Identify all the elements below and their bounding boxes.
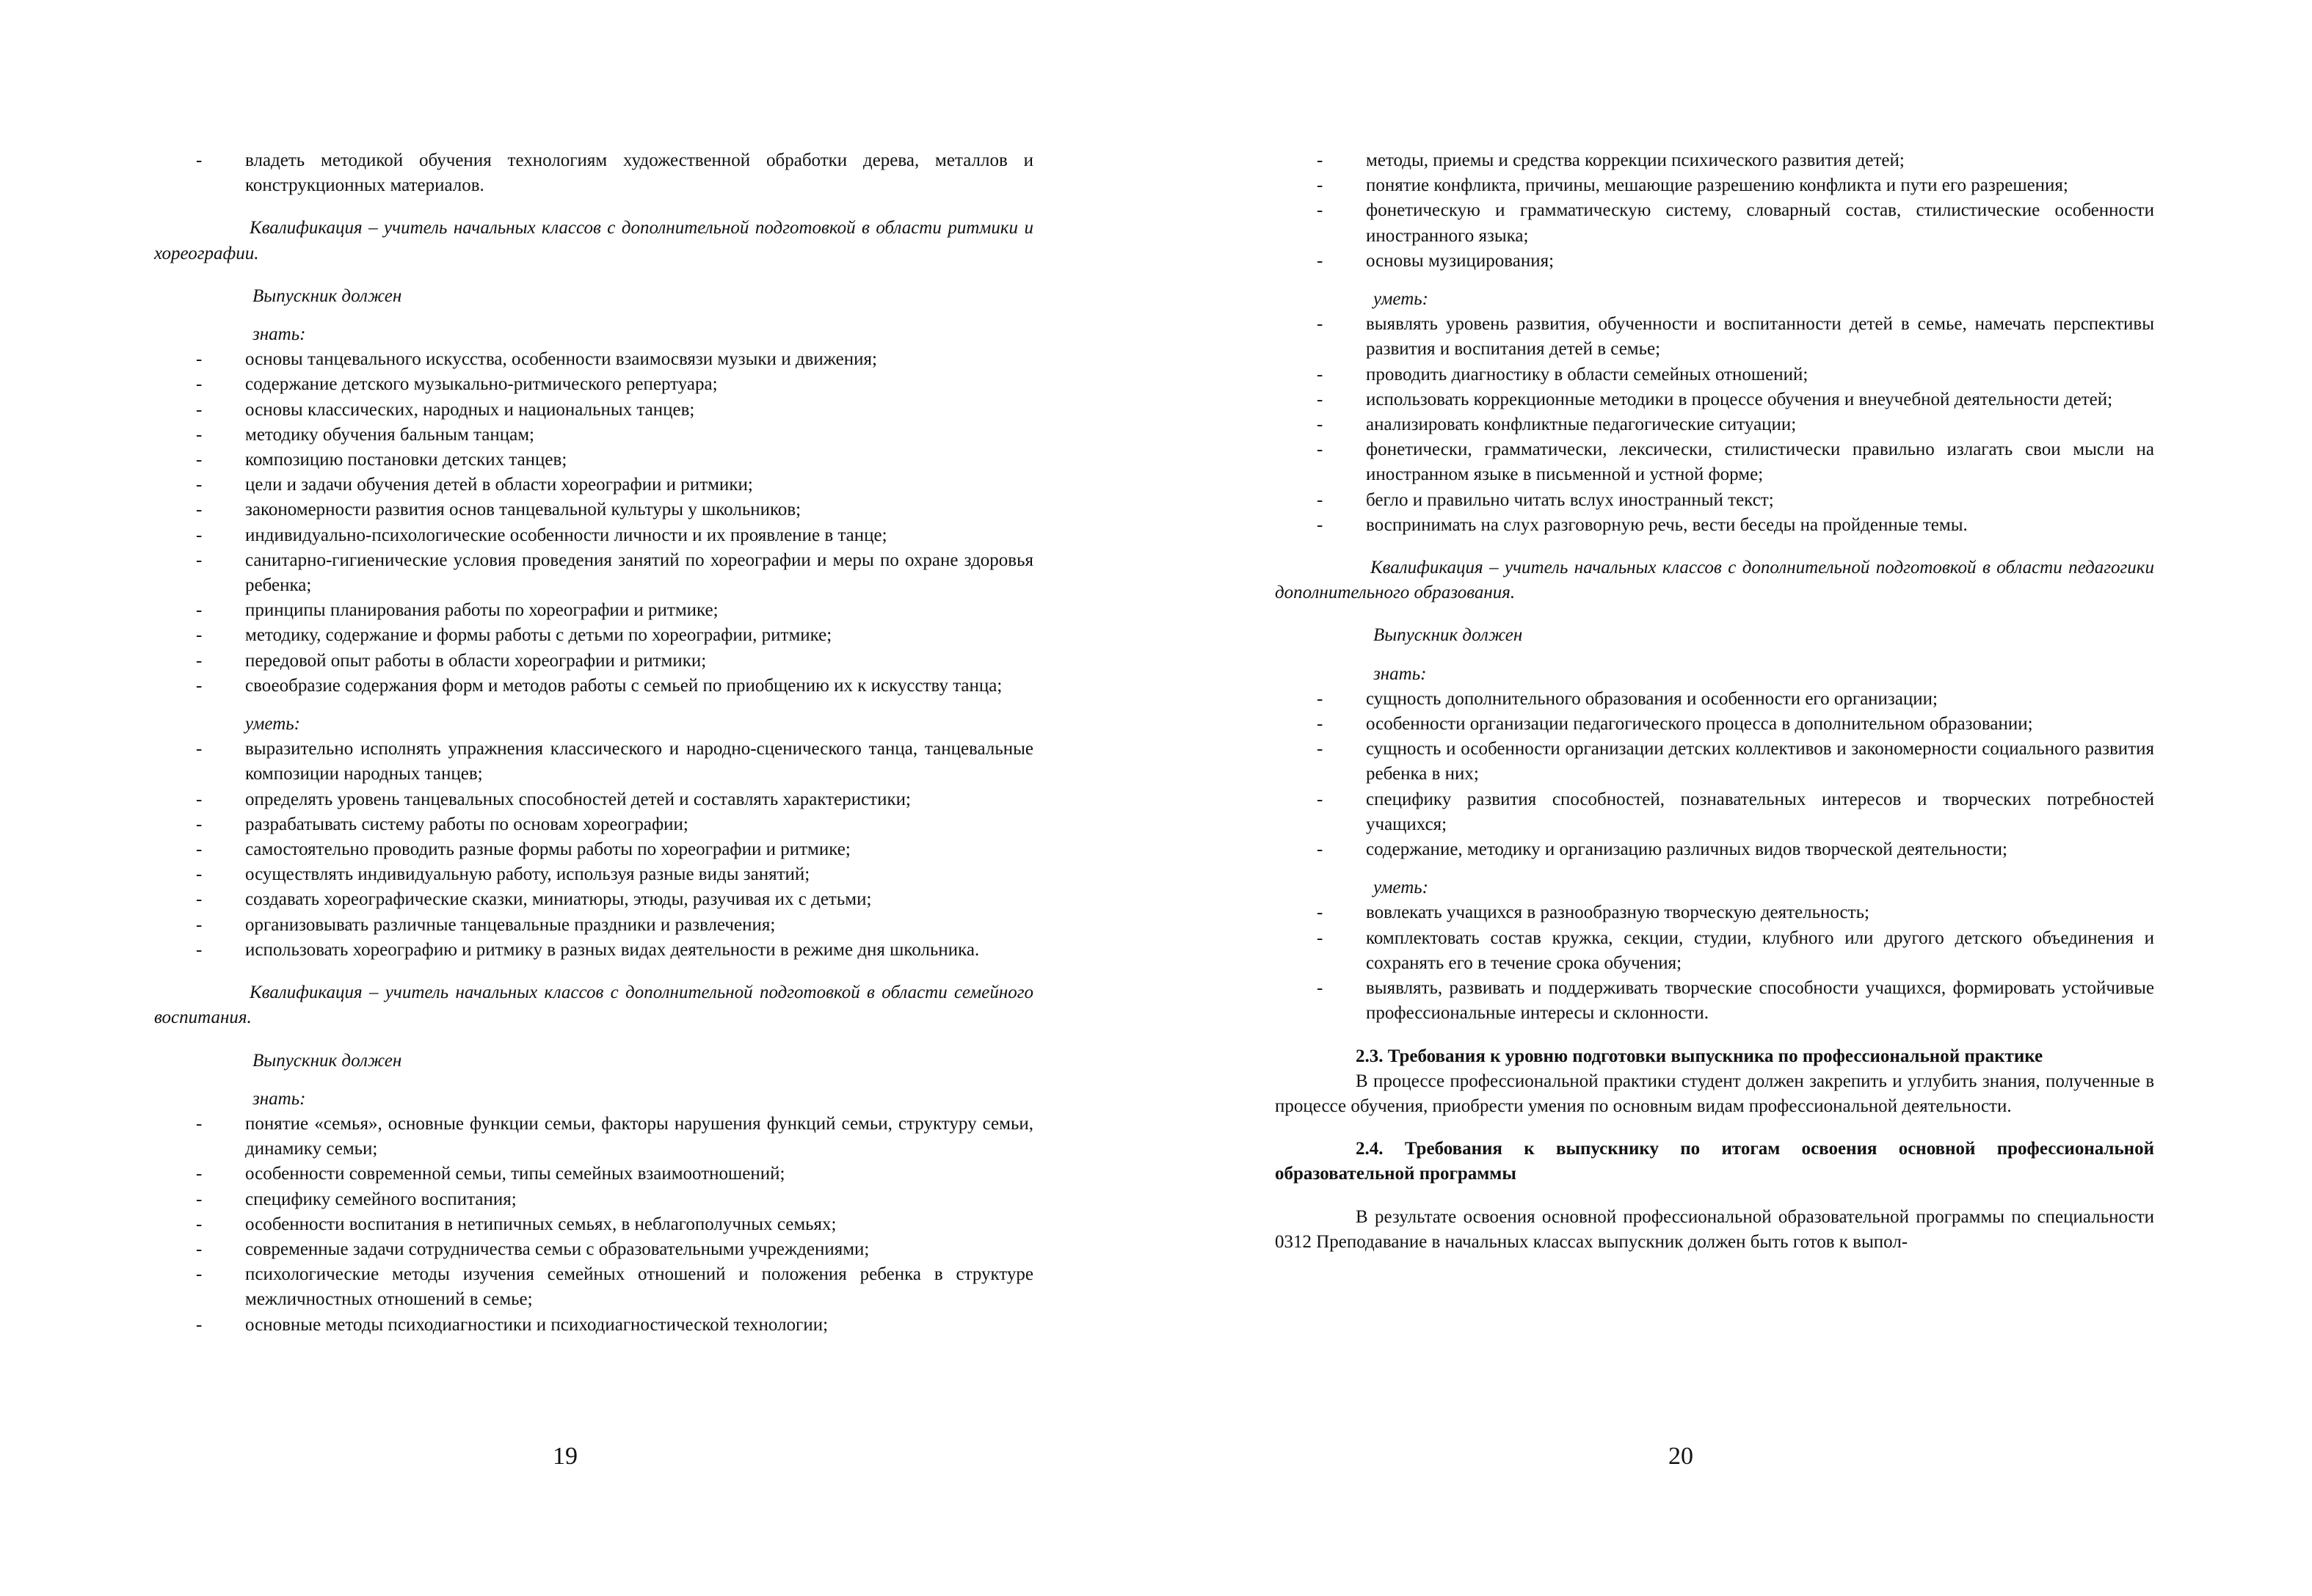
addl-graduate-label: Выпускник должен	[1373, 625, 1523, 646]
list-item: - методы, приемы и средства коррекции психического развития детей;	[1275, 148, 2154, 173]
list-item: - передовой опыт работы в области хореографии и ритмики;	[154, 649, 1033, 674]
section-2-4-heading: 2.4. Требования к выпускнику по итогам освоения основной профессиональной образовательной программы	[1275, 1139, 2154, 1184]
right-page	[1275, 148, 2154, 1255]
list-item: - разрабатывать систему работы по основам хореографии;	[154, 812, 1033, 837]
list-item: - содержание детского музыкально-ритмического репертуара;	[154, 372, 1033, 397]
list-item: - выразительно исполнять упражнения классического и народно-сценического танца, танцевальные композиции народных танцев;	[154, 737, 1033, 787]
list-item: - понятие «семья», основные функции семьи, факторы нарушения функций семьи, структуру семьи, динамику семьи;	[154, 1112, 1033, 1162]
list-item: - композицию постановки детских танцев;	[154, 448, 1033, 473]
section-2-3-text: В процессе профессиональной практики студент должен закрепить и углубить знания, полученные в процессе обучения, приобрести умения по основным видам профессиональной деятельности.	[1275, 1071, 2154, 1116]
list-item: - методику обучения бальным танцам;	[154, 423, 1033, 448]
section-2-4-text: В результате освоения основной профессиональной образовательной программы по специальности 0312 Преподавание в начальных классах выпускник должен быть готов к выпол-	[1275, 1206, 2154, 1252]
addl-know-label: знать:	[1373, 663, 1427, 684]
choreo-know-list	[154, 347, 1033, 699]
family-can-list	[1275, 312, 2154, 538]
section-2-3-heading: 2.3. Требования к уровню подготовки выпускника по профессиональной практике	[1356, 1046, 2043, 1066]
list-item: - основы классических, народных и национальных танцев;	[154, 398, 1033, 423]
list-item: - сущность и особенности организации детских коллективов и закономерности социального развития ребенка в них;	[1275, 737, 2154, 787]
list-item: - проводить диагностику в области семейных отношений;	[1275, 362, 2154, 387]
list-item: - использовать коррекционные методики в процессе обучения и внеучебной деятельности детей;	[1275, 387, 2154, 412]
choreo-can-list	[154, 737, 1033, 963]
list-item: - комплектовать состав кружка, секции, студии, клубного или другого детского объединения и сохранять его в течение срока обучения;	[1275, 926, 2154, 976]
list-item: - бегло и правильно читать вслух иностранный текст;	[1275, 488, 2154, 513]
list-item: - особенности воспитания в нетипичных семьях, в неблагополучных семьях;	[154, 1212, 1033, 1237]
list-item: - психологические методы изучения семейных отношений и положения ребенка в структуре межличностных отношений в семье;	[154, 1262, 1033, 1312]
choreo-know-label: знать:	[252, 324, 306, 345]
list-item: - владеть методикой обучения технологиям художественной обработки дерева, металлов и конструкционных материалов.	[154, 148, 1033, 198]
page-number-right: 20	[1668, 1443, 1693, 1470]
family-can-label: уметь:	[1373, 289, 1428, 310]
list-item: - своеобразие содержания форм и методов работы с семьей по приобщению их к искусству танца;	[154, 674, 1033, 699]
list-item: - создавать хореографические сказки, миниатюры, этюды, разучивая их с детьми;	[154, 887, 1033, 912]
list-item: - выявлять, развивать и поддерживать творческие способности учащихся, формировать устойчивые профессиональные интересы и склонности.	[1275, 976, 2154, 1026]
list-item: - определять уровень танцевальных способностей детей и составлять характеристики;	[154, 787, 1033, 812]
list-item: - сущность дополнительного образования и особенности его организации;	[1275, 687, 2154, 712]
addl-can-list	[1275, 900, 2154, 1026]
page-number-left: 19	[553, 1443, 578, 1470]
list-item: - основы музицирования;	[1275, 249, 2154, 274]
family-qualification: Квалификация – учитель начальных классов с дополнительной подготовкой в области семейного воспитания.	[154, 983, 1033, 1028]
list-item: - специфику развития способностей, познавательных интересов и творческих потребностей учащихся;	[1275, 787, 2154, 837]
list-item: - основные методы психодиагностики и психодиагностической технологии;	[154, 1313, 1033, 1338]
list-item: - санитарно-гигиенические условия проведения занятий по хореографии и меры по охране здоровья ребенка;	[154, 548, 1033, 598]
list-item: - фонетическую и грамматическую систему, словарный состав, стилистические особенности иностранного языка;	[1275, 198, 2154, 248]
list-item: - организовывать различные танцевальные праздники и развлечения;	[154, 913, 1033, 938]
choreo-can-label: уметь:	[245, 714, 300, 735]
left-page	[154, 148, 1033, 1338]
addl-can-label: уметь:	[1373, 878, 1428, 898]
addl-qualification: Квалификация – учитель начальных классов с дополнительной подготовкой в области педагогики дополнительного образования.	[1275, 558, 2154, 603]
list-item: - воспринимать на слух разговорную речь, вести беседы на пройденные темы.	[1275, 513, 2154, 538]
list-item: - особенности современной семьи, типы семейных взаимоотношений;	[154, 1162, 1033, 1187]
list-item: - современные задачи сотрудничества семьи с образовательными учреждениями;	[154, 1237, 1033, 1262]
choreo-qualification: Квалификация – учитель начальных классов с дополнительной подготовкой в области ритмики и хореографии.	[154, 218, 1033, 263]
addl-know-list	[1275, 687, 2154, 862]
list-item: - самостоятельно проводить разные формы работы по хореографии и ритмике;	[154, 837, 1033, 862]
list-item: - индивидуально-психологические особенности личности и их проявление в танце;	[154, 523, 1033, 548]
list-item: - методику, содержание и формы работы с детьми по хореографии, ритмике;	[154, 623, 1033, 648]
family-graduate-label: Выпускник должен	[252, 1050, 402, 1071]
choreo-graduate-label: Выпускник должен	[252, 285, 402, 306]
list-item: - фонетически, грамматически, лексически, стилистически правильно излагать свои мысли на иностранном языке в письменной и устной форме;	[1275, 437, 2154, 487]
list-item: - специфику семейного воспитания;	[154, 1187, 1033, 1212]
list-item: - использовать хореографию и ритмику в разных видах деятельности в режиме дня школьника.	[154, 938, 1033, 963]
list-item: - осуществлять индивидуальную работу, используя разные виды занятий;	[154, 862, 1033, 887]
list-item: - содержание, методику и организацию различных видов творческой деятельности;	[1275, 837, 2154, 862]
list-item: - особенности организации педагогического процесса в дополнительном образовании;	[1275, 712, 2154, 737]
list-item: - закономерности развития основ танцевальной культуры у школьников;	[154, 498, 1033, 522]
list-item: - принципы планирования работы по хореографии и ритмике;	[154, 598, 1033, 623]
family-know-label: знать:	[252, 1088, 306, 1109]
list-item: - вовлекать учащихся в разнообразную творческую деятельность;	[1275, 900, 2154, 925]
family-know-cont-list	[1275, 148, 2154, 274]
family-know-list	[154, 1112, 1033, 1338]
list-item: - выявлять уровень развития, обученности и воспитанности детей в семье, намечать перспективы развития и воспитания детей в семье;	[1275, 312, 2154, 362]
list-item: - анализировать конфликтные педагогические ситуации;	[1275, 412, 2154, 437]
list-item: - цели и задачи обучения детей в области хореографии и ритмики;	[154, 473, 1033, 498]
intro-list	[154, 148, 1033, 198]
list-item: - основы танцевального искусства, особенности взаимосвязи музыки и движения;	[154, 347, 1033, 372]
list-item: - понятие конфликта, причины, мешающие разрешению конфликта и пути его разрешения;	[1275, 173, 2154, 198]
